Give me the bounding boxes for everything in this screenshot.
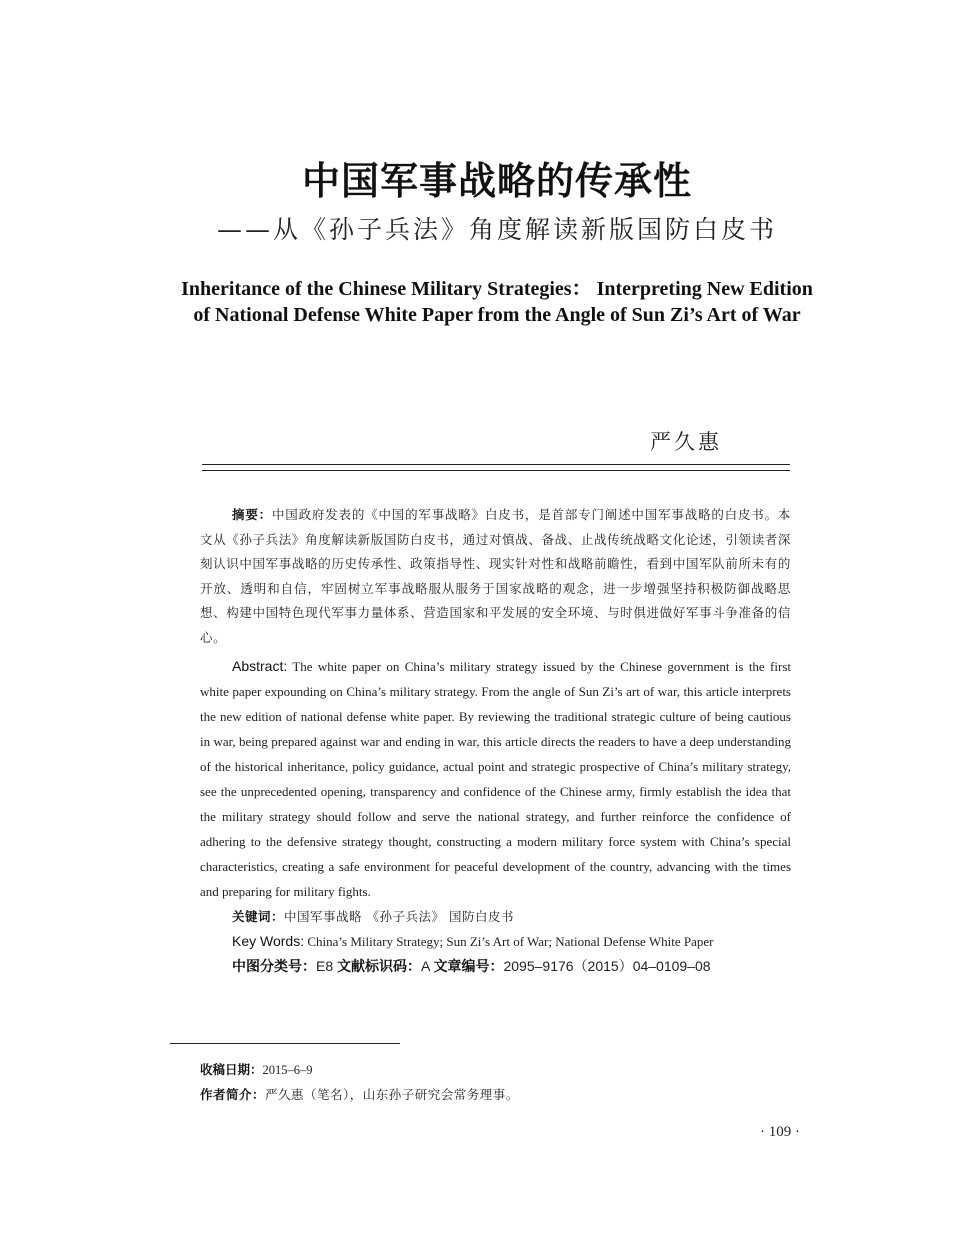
clc-label: 中图分类号： <box>232 959 316 975</box>
author-bio-value: 严久惠（笔名），山东孙子研究会常务理事。 <box>265 1087 519 1102</box>
abstract-english-text: The white paper on China’s military strategy issued by the Chinese government is the first white paper expounding on China’s military strategy. From the angle of Sun Zi’s art of war, this article interprets the new edition of national defense white paper. By reviewing the traditional strategic culture of being cautious in war, being prepared against war and ending in war, this article directs the readers to have a deep understanding of the historical inheritance, policy guidance, actual point and strategic prospective of China’s military strategy, see the unprecedented opening, transparency and confidence of the Chinese army, firmly establish the idea that the military strategy should follow and serve the national strategy, and further reinforce the confidence of adhering to the defensive strategy thought, constructing a modern military force system with China’s special characteristics, creating a safe environment for peaceful development of the country, advancing with the times and preparing for military fights. <box>200 659 791 899</box>
abstract-section <box>200 503 791 980</box>
keywords-english-text: China’s Military Strategy; Sun Zi’s Art of War; National Defense White Paper <box>307 934 714 949</box>
article-number-value: 2095–9176（2015）04–0109–08 <box>503 958 711 974</box>
title-english <box>150 276 844 328</box>
abstract-english <box>200 654 791 904</box>
keywords-english-label: Key Words: <box>232 933 305 949</box>
divider-top <box>202 464 790 465</box>
title-english-line-1: Inheritance of the Chinese Military Strategies： Interpreting New Edition <box>181 278 813 300</box>
footnote-received <box>200 1060 313 1080</box>
title-english-line-2: of National Defense White Paper from the Angle of Sun Zi’s Art of War <box>193 304 801 326</box>
footnote-author-bio <box>200 1085 519 1105</box>
page-number: · 109 · <box>760 1124 800 1140</box>
divider-bottom <box>202 470 790 471</box>
abstract-chinese <box>200 503 791 650</box>
abstract-chinese-label: 摘要： <box>232 507 272 522</box>
classification-line <box>200 954 791 980</box>
clc-value: E8 <box>316 958 334 974</box>
footnote-divider <box>170 1043 400 1044</box>
keywords-chinese-label: 关键词： <box>232 909 285 924</box>
title-chinese: 中国军事战略的传承性 <box>301 159 692 203</box>
keywords-chinese <box>200 904 791 929</box>
received-date-value: 2015–6–9 <box>262 1063 313 1077</box>
author-bio-label: 作者简介： <box>200 1087 266 1102</box>
abstract-english-label: Abstract: <box>232 658 288 674</box>
author-name: 严久惠 <box>650 430 722 454</box>
received-date-label: 收稿日期： <box>200 1062 263 1077</box>
keywords-chinese-text: 中国军事战略 《孙子兵法》 国防白皮书 <box>284 909 514 924</box>
keywords-english <box>200 929 791 954</box>
doc-code-label: 文献标识码： <box>337 959 422 975</box>
doc-code-value: A <box>421 958 430 974</box>
abstract-chinese-text: 中国政府发表的《中国的军事战略》白皮书，是首部专门阐述中国军事战略的白皮书。本文从《孙子兵法》角度解读新版国防白皮书，通过对慎战、备战、止战传统战略文化论述，引领读者深刻认识中国军事战略的历史传承性、政策指导性、现实针对性和战略前瞻性，看到中国军队前所未有的开放、透明和自信，牢固树立军事战略服从服务于国家战略的观念，进一步增强坚持积极防御战略思想、构建中国特色现代军事力量体系、营造国家和平发展的安全环境、与时俱进做好军事斗争准备的信心。 <box>200 507 791 645</box>
article-number-label: 文章编号： <box>433 959 504 975</box>
subtitle-chinese: ——从《孙子兵法》角度解读新版国防白皮书 <box>216 215 777 244</box>
